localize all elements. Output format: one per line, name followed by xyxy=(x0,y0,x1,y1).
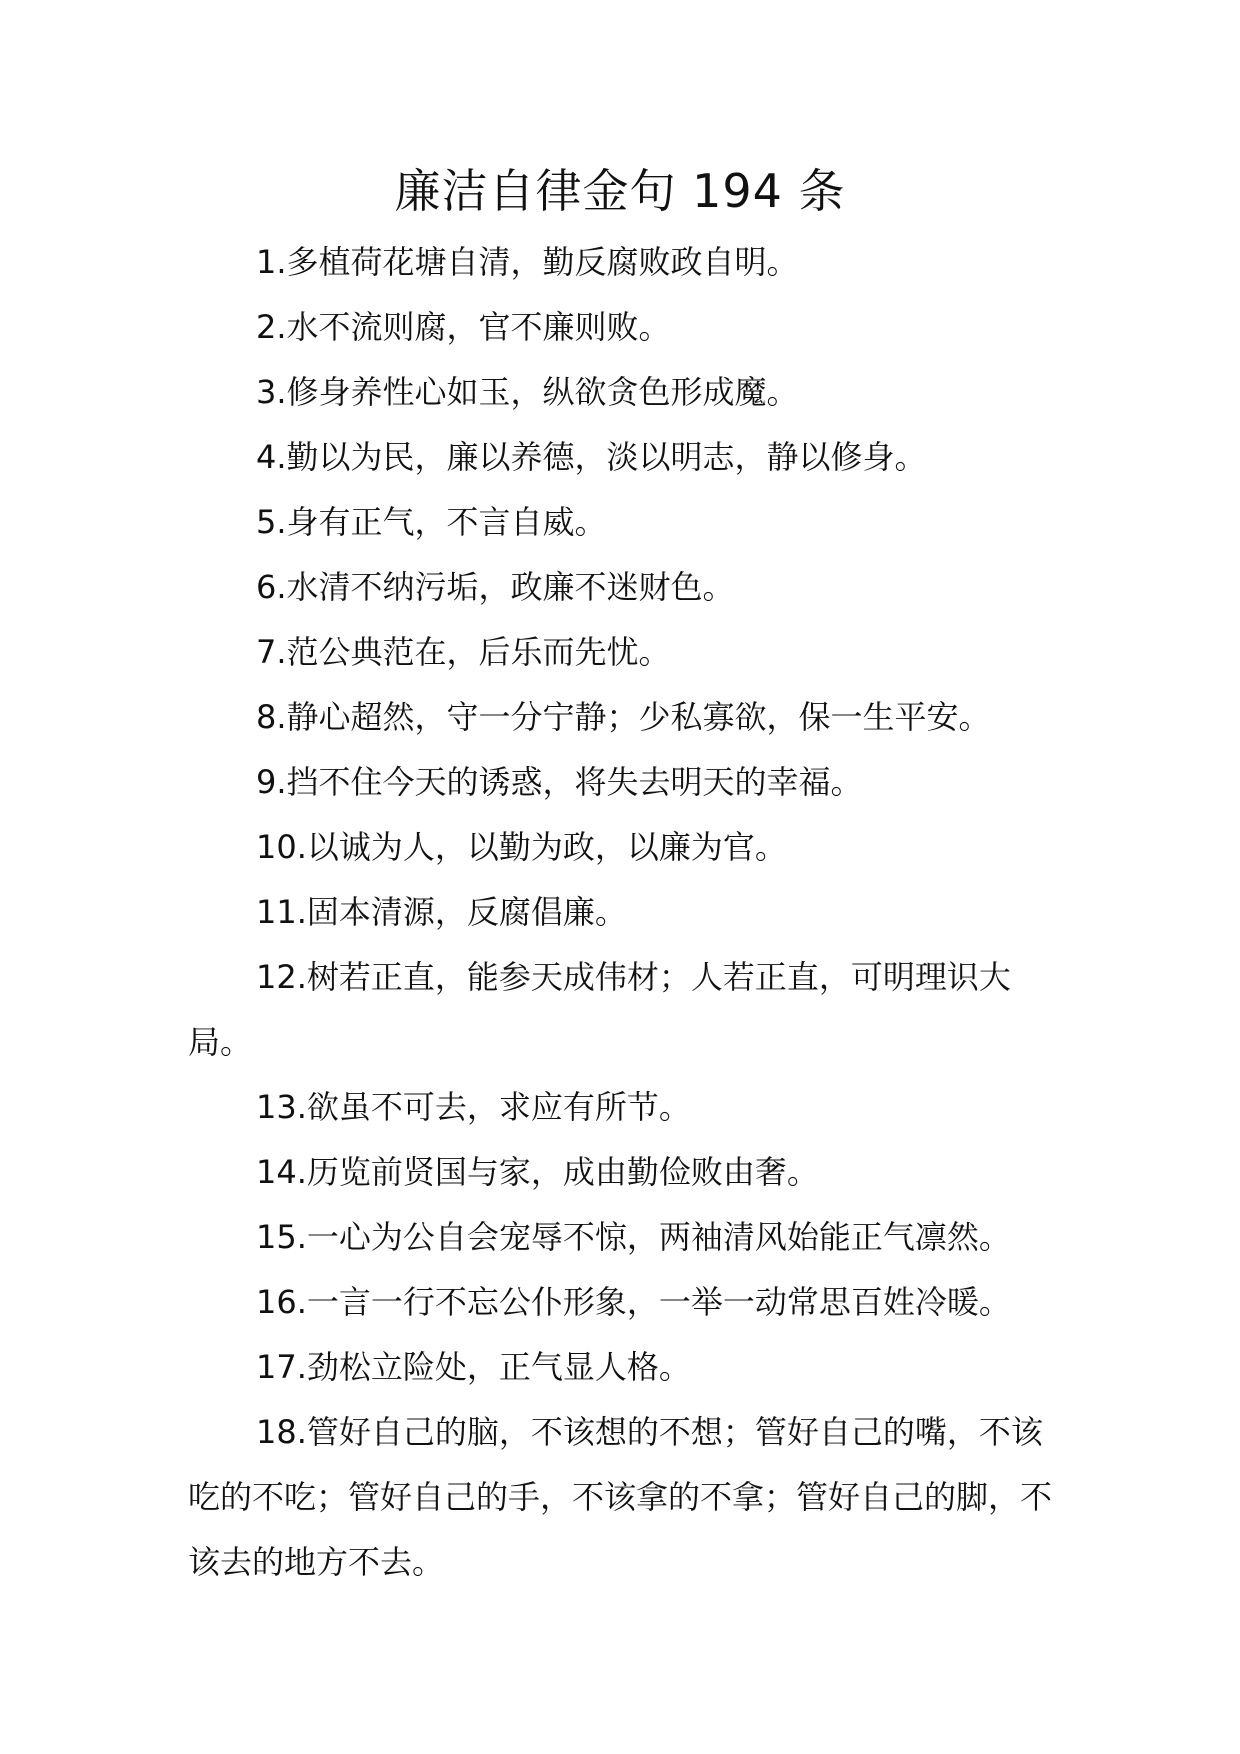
list-item: 7.范公典范在，后乐而先忧。 xyxy=(256,633,671,671)
list-item: 1.多植荷花塘自清，勤反腐败政自明。 xyxy=(256,243,799,281)
list-item: 18.管好自己的脑，不该想的不想；管好自己的嘴，不该吃的不吃；管好自己的手，不该拿的不拿；管好自己的脚，不该去的地方不去。 xyxy=(188,1413,1053,1581)
list-item: 13.欲虽不可去，求应有所节。 xyxy=(256,1088,691,1126)
list-item: 4.勤以为民，廉以养德，淡以明志，静以修身。 xyxy=(256,438,927,476)
list-item: 15.一心为公自会宠辱不惊，两袖清风始能正气凛然。 xyxy=(256,1218,1011,1256)
list-item: 10.以诚为人，以勤为政，以廉为官。 xyxy=(256,828,787,866)
list-item: 9.挡不住今天的诱惑，将失去明天的幸福。 xyxy=(256,763,863,801)
list-item: 14.历览前贤国与家，成由勤俭败由奢。 xyxy=(256,1153,819,1191)
list-item: 8.静心超然，守一分宁静；少私寡欲，保一生平安。 xyxy=(256,698,991,736)
quote-list xyxy=(188,230,1056,1595)
list-item: 16.一言一行不忘公仆形象，一举一动常思百姓冷暖。 xyxy=(256,1283,1011,1321)
list-item: 17.劲松立险处，正气显人格。 xyxy=(256,1348,691,1386)
list-item: 6.水清不纳污垢，政廉不迷财色。 xyxy=(256,568,735,606)
list-item: 2.水不流则腐，官不廉则败。 xyxy=(256,308,671,346)
list-item: 3.修身养性心如玉，纵欲贪色形成魔。 xyxy=(256,373,799,411)
page-title: 廉洁自律金句 194 条 xyxy=(394,164,846,218)
list-item: 12.树若正直，能参天成伟材；人若正直，可明理识大局。 xyxy=(188,958,1011,1061)
list-item: 11.固本清源，反腐倡廉。 xyxy=(256,893,627,931)
list-item: 5.身有正气，不言自威。 xyxy=(256,503,607,541)
